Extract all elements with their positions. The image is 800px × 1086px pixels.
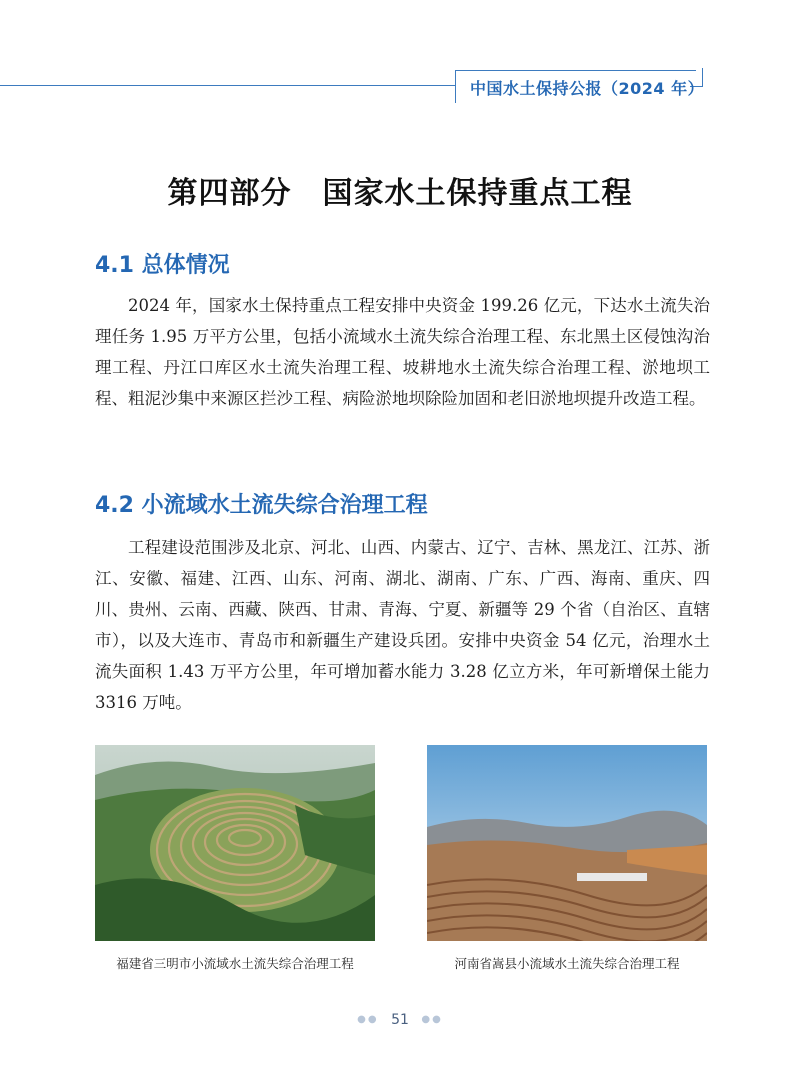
running-header-title: 中国水土保持公报（2024 年） (470, 79, 705, 98)
section-4-2-paragraph: 工程建设范围涉及北京、河北、山西、内蒙古、辽宁、吉林、黑龙江、江苏、浙江、安徽、福建、江西、山东、河南、湖北、湖南、广东、广西、海南、重庆、四川、贵州、云南、西藏、陕西、甘肃、青海、宁夏、新疆等 29 个省（自治区、直辖市），以及大连市、青岛市和新疆生产建设兵团。安排中央资金 54 亿元，治理水土流失面积 1.43 万平方公里，年可增加蓄水能力 3.28 亿立方米，年可新增保土能力 3316 万吨。 (95, 538, 710, 712)
header-rule (0, 85, 455, 86)
photo-caption-fujian: 福建省三明市小流域水土流失综合治理工程 (116, 956, 354, 971)
section-4-1-paragraph: 2024 年，国家水土保持重点工程安排中央资金 199.26 亿元，下达水土流失治理任务 1.95 万平方公里，包括小流域水土流失综合治理工程、东北黑土区侵蚀沟治理工程、丹江口库区水土流失治理工程、坡耕地水土流失综合治理工程、淤地坝工程、粗泥沙集中来源区拦沙工程、病险淤地坝除险加固和老旧淤地坝提升改造工程。 (95, 296, 710, 408)
footer-dots-left: ●● (357, 1014, 379, 1025)
footer-dots-right: ●● (421, 1014, 443, 1025)
page-number: 51 (391, 1012, 409, 1028)
part-title: 第四部分 国家水土保持重点工程 (167, 176, 633, 211)
fujian-terraces-photo (95, 745, 375, 941)
page-footer (0, 1012, 800, 1028)
photo-caption-henan: 河南省嵩县小流域水土流失综合治理工程 (454, 956, 680, 971)
section-heading-4-2: 4.2 小流域水土流失综合治理工程 (95, 493, 428, 518)
henan-terraces-photo (427, 745, 707, 941)
section-heading-4-1: 4.1 总体情况 (95, 253, 230, 278)
